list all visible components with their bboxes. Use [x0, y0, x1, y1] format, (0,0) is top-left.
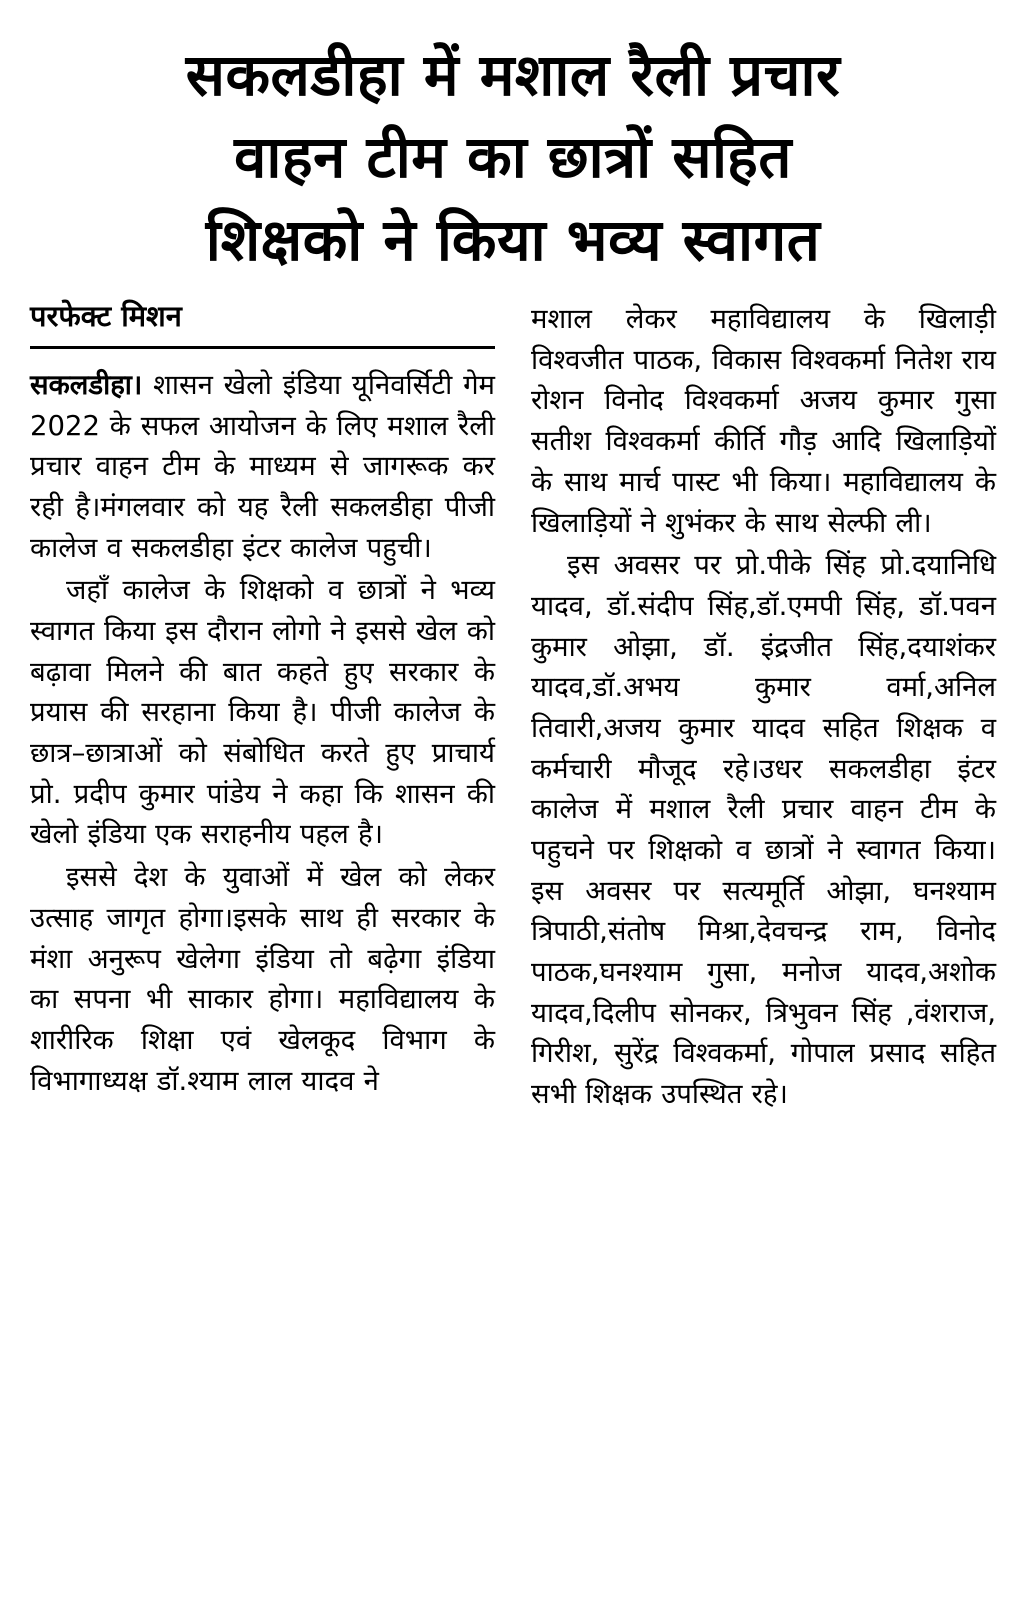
headline-line-1: सकलडीहा में मशाल रैली प्रचार: [185, 41, 841, 109]
paragraph: इस अवसर पर प्रो.पीके सिंह प्रो.दयानिधि यादव, डॉ.संदीप सिंह,डॉ.एमपी सिंह, डॉ.पवन कुमार ओझा, डॉ. इंद्रजीत सिंह,दयाशंकर यादव,डॉ.अभय कुमार वर्मा,अनिल तिवारी,अजय कुमार यादव सहित शिक्षक व कर्मचारी मौजूद रहे।उधर सकलडीहा इंटर कालेज में मशाल रैली प्रचार वाहन टीम के पहुचने पर शिक्षको व छात्रों ने स्वागत किया। इस अवसर पर सत्यमूर्ति ओझा, घनश्याम त्रिपाठी,संतोष मिश्रा,देवचन्द्र राम, विनोद पाठक,घनश्याम गुसा, मनोज यादव,अशोक यादव,दिलीप सोनकर, त्रिभुवन सिंह ,वंशराज, गिरीश, सुरेंद्र विश्वकर्मा, गोपाल प्रसाद सहित सभी शिक्षक उपस्थित रहे।: [531, 549, 996, 1111]
page-title: [30, 34, 996, 281]
paragraph: मशाल लेकर महाविद्यालय के खिलाड़ी विश्वजीत पाठक, विकास विश्वकर्मा नितेश राय रोशन विनोद विश्वकर्मा अजय कुमार गुसा सतीश विश्वकर्मा कीर्ति गौड़ आदि खिलाड़ियों के साथ मार्च पास्ट भी किया। महाविद्यालय के खिलाड़ियों ने शुभंकर के साथ सेल्फी ली।: [531, 303, 996, 539]
paragraph-text: शासन खेलो इंडिया यूनिवर्सिटी गेम 2022 के सफल आयोजन के लिए मशाल रैली प्रचार वाहन टीम के माध्यम से जागरूक कर रही है।मंगलवार को यह रैली सकलडीहा पीजी कालेज व सकलडीहा इंटर कालेज पहुची।: [30, 368, 495, 564]
right-column: [531, 299, 996, 1117]
right-column-body: [531, 299, 996, 1115]
headline-line-3: शिक्षको ने किया भव्य स्वागत: [205, 205, 821, 274]
left-column: [30, 299, 495, 1103]
kicker-divider: [30, 346, 495, 349]
left-column-body: [30, 365, 495, 1101]
section-kicker: परफेक्ट मिशन: [30, 299, 182, 334]
headline-line-2: वाहन टीम का छात्रों सहित: [234, 123, 792, 192]
article-columns: [30, 299, 996, 1117]
dateline: सकलडीहा।: [30, 368, 143, 401]
paragraph: जहाँ कालेज के शिक्षको व छात्रों ने भव्य स्वागत किया इस दौरान लोगो ने इससे खेल को बढ़ावा मिलने की बात कहते हुए सरकार के प्रयास की सरहाना किया है। पीजी कालेज के छात्र–छात्राओं को संबोधित करते हुए प्राचार्य प्रो. प्रदीप कुमार पांडेय ने कहा कि शासन की खेलो इंडिया एक सराहनीय पहल है।: [30, 574, 495, 851]
paragraph: [30, 365, 495, 568]
paragraph: इससे देश के युवाओं में खेल को लेकर उत्साह जागृत होगा।इसके साथ ही सरकार के मंशा अनुरूप खेलेगा इंडिया तो बढ़ेगा इंडिया का सपना भी साकार होगा। महाविद्यालय के शारीरिक शिक्षा एवं खेलकूद विभाग के विभागाध्यक्ष डॉ.श्याम लाल यादव ने: [30, 861, 495, 1097]
